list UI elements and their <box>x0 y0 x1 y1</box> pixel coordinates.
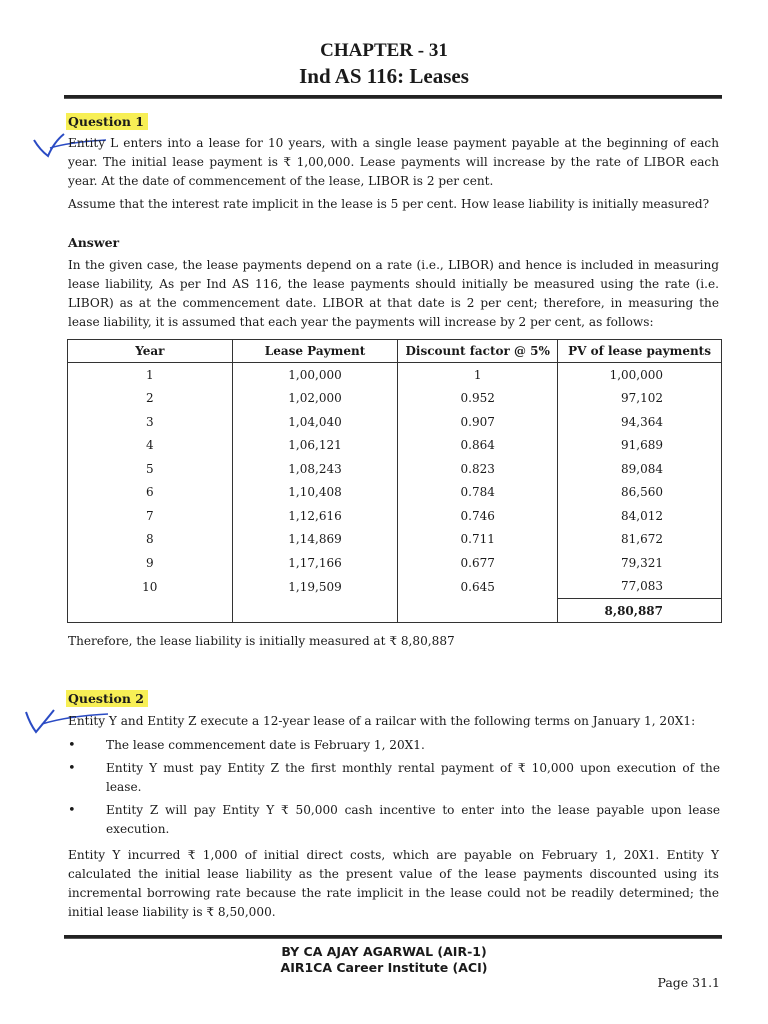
question-2-closing: Entity Y incurred ₹ 1,000 of initial direct costs, which are payable on February 1, 20X1. Entity Y calculated the initial lease liability as the present value of the lease payments discounted using its incremental borrowing rate because the rate implicit in the lease could not be readily determined; the initial lease liability is ₹ 8,50,000. <box>68 848 719 919</box>
table-row <box>68 363 722 387</box>
table-header-row <box>68 340 722 363</box>
table-row <box>68 481 722 505</box>
cell-year: 1 <box>68 363 233 387</box>
cell-discount-factor: 0.784 <box>398 481 558 505</box>
total-pv: 8,80,887 <box>558 599 722 623</box>
cell-lease-payment: 1,08,243 <box>232 457 398 481</box>
footer-institute: AIR1CA Career Institute (ACI) <box>280 960 488 975</box>
question-1-text: Entity L enters into a lease for 10 years, with a single lease payment payable at the beginning of each year. The initial lease payment is ₹ 1,00,000. Lease payments will increase by the rate of LIBOR each year. At the date of commencement of the lease, LIBOR is 2 per cent. <box>68 136 719 188</box>
cell-lease-payment: 1,04,040 <box>232 410 398 434</box>
list-item: • Entity Z will pay Entity Y ₹ 50,000 cash incentive to enter into the lease payable upon lease execution. <box>68 801 720 839</box>
table-row <box>68 504 722 528</box>
header-divider <box>64 95 722 99</box>
table-total-empty-cell <box>398 599 558 623</box>
lease-pv-table <box>67 339 722 623</box>
cell-year: 3 <box>68 410 233 434</box>
cell-year: 2 <box>68 387 233 411</box>
question-1-label: Question 1 <box>66 113 148 130</box>
cell-pv: 91,689 <box>558 434 722 458</box>
cell-discount-factor: 0.746 <box>398 504 558 528</box>
cell-pv: 86,560 <box>558 481 722 505</box>
cell-discount-factor: 0.864 <box>398 434 558 458</box>
cell-discount-factor: 0.907 <box>398 410 558 434</box>
chapter-title: Ind AS 116: Leases <box>299 64 469 88</box>
question-1-prompt: Assume that the interest rate implicit in the lease is 5 per cent. How lease liability is initially measured? <box>68 197 710 211</box>
cell-discount-factor: 0.823 <box>398 457 558 481</box>
cell-pv: 89,084 <box>558 457 722 481</box>
table-total-empty-cell <box>232 599 398 623</box>
question-2-intro: Entity Y and Entity Z execute a 12-year lease of a railcar with the following terms on January 1, 20X1: <box>68 714 696 728</box>
cell-pv: 1,00,000 <box>558 363 722 387</box>
table-row <box>68 575 722 599</box>
cell-pv: 94,364 <box>558 410 722 434</box>
cell-discount-factor: 0.677 <box>398 551 558 575</box>
cell-lease-payment: 1,02,000 <box>232 387 398 411</box>
cell-year: 4 <box>68 434 233 458</box>
cell-year: 8 <box>68 528 233 552</box>
table-row <box>68 410 722 434</box>
table-row <box>68 528 722 552</box>
cell-pv: 81,672 <box>558 528 722 552</box>
cell-pv: 97,102 <box>558 387 722 411</box>
cell-year: 6 <box>68 481 233 505</box>
col-header-year: Year <box>68 340 233 363</box>
cell-pv: 84,012 <box>558 504 722 528</box>
cell-pv: 79,321 <box>558 551 722 575</box>
table-body <box>68 363 722 623</box>
chapter-number: CHAPTER - 31 <box>320 40 448 61</box>
cell-discount-factor: 0.711 <box>398 528 558 552</box>
list-item: • The lease commencement date is February 1, 20X1. <box>68 736 720 755</box>
answer-conclusion: Therefore, the lease liability is initially measured at ₹ 8,80,887 <box>68 634 455 648</box>
cell-discount-factor: 0.645 <box>398 575 558 599</box>
answer-text: In the given case, the lease payments depend on a rate (i.e., LIBOR) and hence is included in measuring lease liability, As per Ind AS 116, the lease payments should initially be measured using the rate (i.e. LIBOR) as at the commencement date. LIBOR at that date is 2 per cent; therefore, in measuring the lease liability, it is assumed that each year the payments will increase by 2 per cent, as follows: <box>68 258 719 329</box>
cell-lease-payment: 1,06,121 <box>232 434 398 458</box>
cell-year: 7 <box>68 504 233 528</box>
col-header-discount-factor: Discount factor @ 5% <box>398 340 558 363</box>
col-header-lease-payment: Lease Payment <box>232 340 398 363</box>
table-row <box>68 387 722 411</box>
table-row <box>68 551 722 575</box>
cell-lease-payment: 1,14,869 <box>232 528 398 552</box>
cell-lease-payment: 1,17,166 <box>232 551 398 575</box>
table-row <box>68 457 722 481</box>
question-2-label: Question 2 <box>66 690 148 707</box>
page-number: Page 31.1 <box>657 975 720 990</box>
table-row <box>68 434 722 458</box>
col-header-pv: PV of lease payments <box>558 340 722 363</box>
cell-lease-payment: 1,10,408 <box>232 481 398 505</box>
cell-year: 10 <box>68 575 233 599</box>
footer-author: BY CA AJAY AGARWAL (AIR-1) <box>281 944 487 959</box>
lease-terms-list <box>68 736 720 843</box>
cell-discount-factor: 0.952 <box>398 387 558 411</box>
footer-divider <box>64 935 722 939</box>
cell-year: 5 <box>68 457 233 481</box>
answer-label: Answer <box>68 235 120 250</box>
cell-year: 9 <box>68 551 233 575</box>
cell-lease-payment: 1,00,000 <box>232 363 398 387</box>
cell-lease-payment: 1,12,616 <box>232 504 398 528</box>
cell-pv: 77,083 <box>558 575 722 599</box>
table-total-row <box>68 599 722 623</box>
cell-lease-payment: 1,19,509 <box>232 575 398 599</box>
table-total-empty-cell <box>68 599 233 623</box>
list-item: • Entity Y must pay Entity Z the first monthly rental payment of ₹ 10,000 upon execution of the lease. <box>68 759 720 797</box>
cell-discount-factor: 1 <box>398 363 558 387</box>
